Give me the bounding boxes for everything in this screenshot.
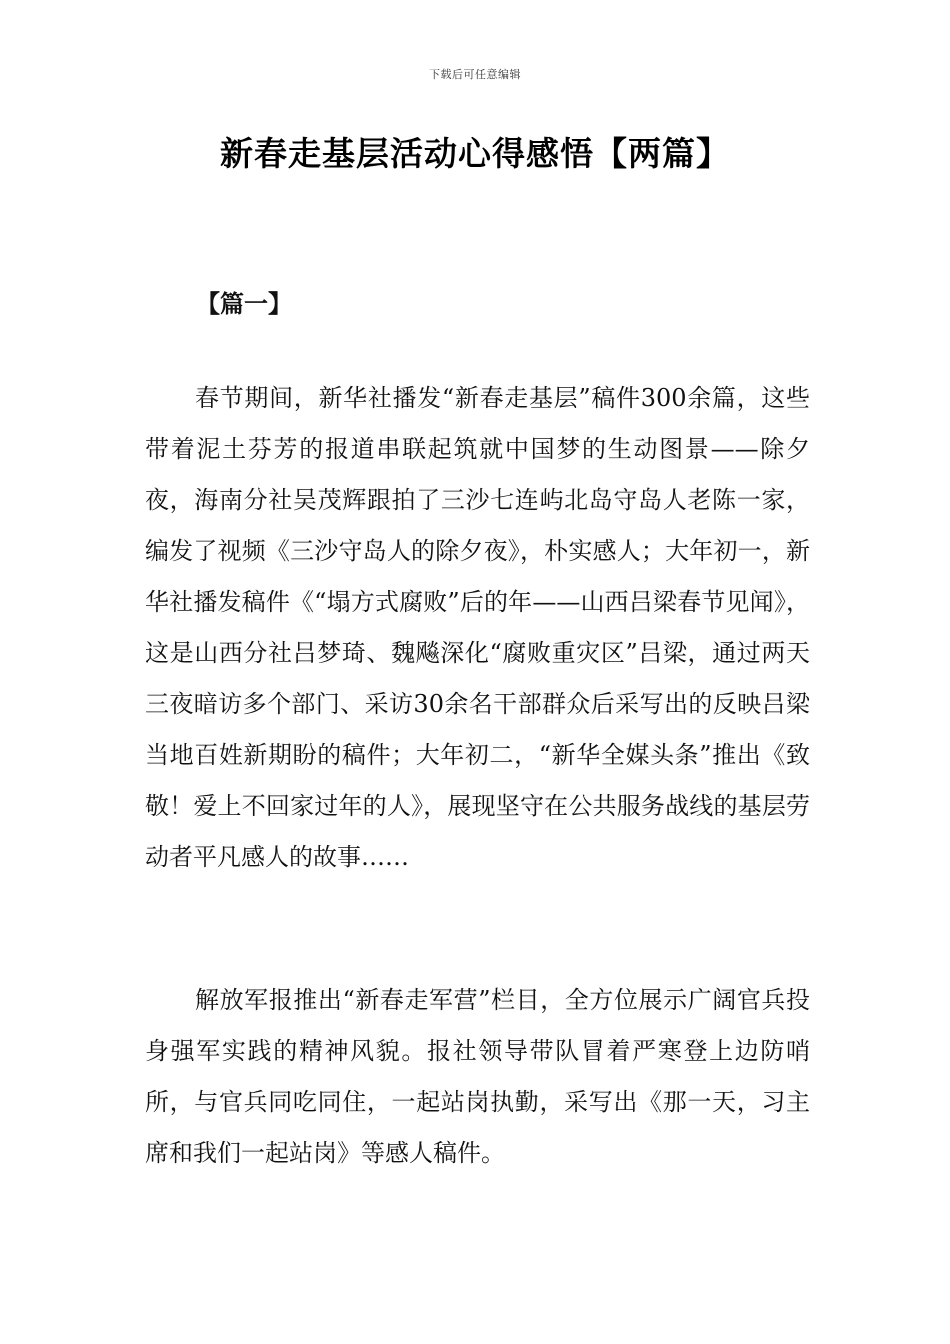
document-title: 新春走基层活动心得感悟【两篇】 — [220, 134, 730, 173]
body-paragraph: 春节期间，新华社播发“新春走基层”稿件300余篇，这些带着泥土芬芳的报道串联起筑就中国梦的生动图景——除夕夜，海南分社吴茂辉跟拍了三沙七连屿北岛守岛人老陈一家，编发了视频《三沙守岛人的除夕夜》，朴实感人；大年初一，新华社播发稿件《“塌方式腐败”后的年——山西吕梁春节见闻》，这是山西分社吕梦琦、魏飚深化“腐败重灾区”吕梁，通过两天三夜暗访多个部门、采访30余名干部群众后采写出的反映吕梁当地百姓新期盼的稿件；大年初二，“新华全媒头条”推出《致敬！爱上不回家过年的人》，展现坚守在公共服务战线的基层劳动者平凡感人的故事…… — [145, 384, 810, 871]
section-heading: 【篇一】 — [196, 289, 292, 318]
body-paragraph: 解放军报推出“新春走军营”栏目，全方位展示广阔官兵投身强军实践的精神风貌。报社领导带队冒着严寒登上边防哨所，与官兵同吃同住，一起站岗执勤，采写出《那一天，习主席和我们一起站岗》等感人稿件。 — [145, 986, 810, 1167]
header-note: 下载后可任意编辑 — [429, 68, 521, 81]
